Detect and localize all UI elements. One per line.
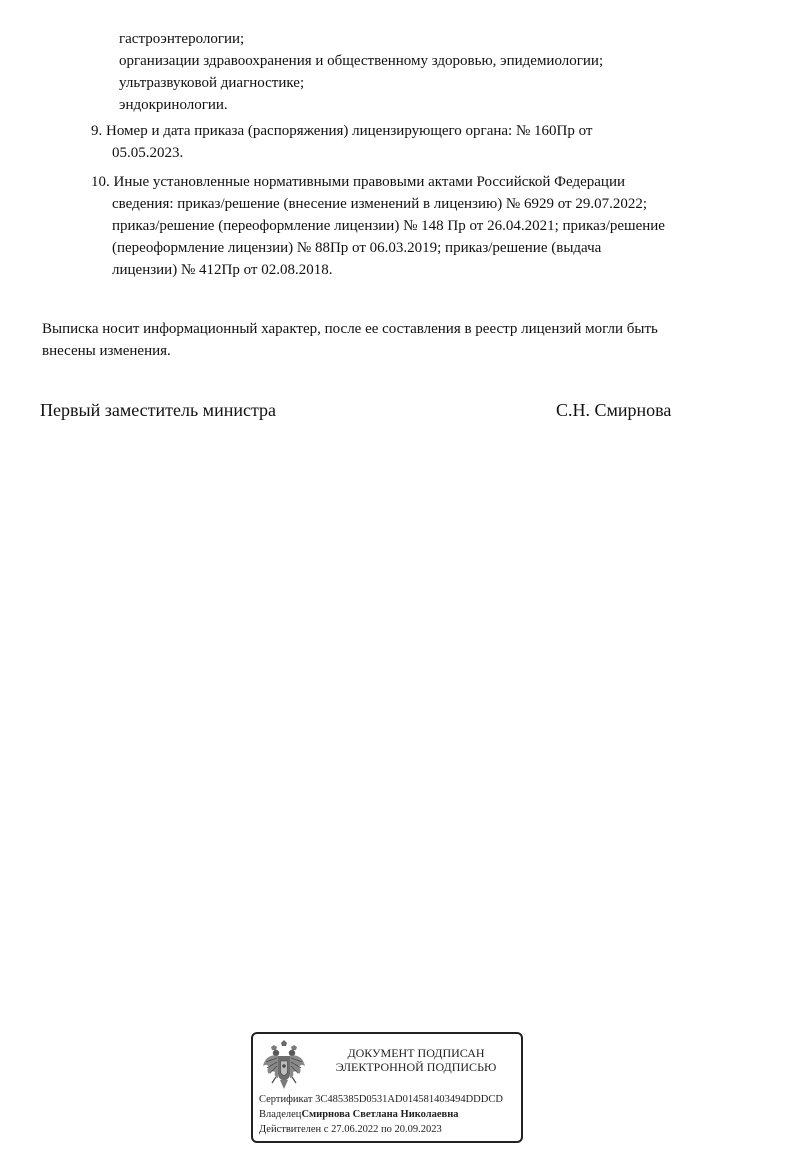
item-10-line-4: (переоформление лицензии) № 88Пр от 06.03.2019; приказ/решение (выдача [112, 240, 602, 256]
signatory-name: С.Н. Смирнова [556, 400, 672, 420]
owner-value: Смирнова Светлана Николаевна [301, 1109, 459, 1120]
stamp-title-line-2: ЭЛЕКТРОННОЙ ПОДПИСЬЮ [335, 1060, 497, 1074]
item-9-line-2: 05.05.2023. [112, 145, 184, 161]
note-line-1: Выписка носит информационный характер, после ее составления в реестр лицензий могли быть [42, 321, 658, 337]
stamp-title-line-1: ДОКУМЕНТ ПОДПИСАН [347, 1046, 485, 1060]
specialty-item: гастроэнтерологии; [119, 31, 245, 47]
owner-label: Владелец [259, 1109, 302, 1120]
specialty-item: организации здравоохранения и общественному здоровью, эпидемиологии; [119, 53, 604, 69]
electronic-signature-stamp [251, 1032, 523, 1143]
certificate-label: Сертификат [259, 1094, 313, 1105]
specialty-item: эндокринологии. [119, 97, 228, 113]
item-9-line-1: 9. Номер и дата приказа (распоряжения) лицензирующего органа: № 160Пр от [91, 123, 593, 139]
item-10-line-1: 10. Иные установленные нормативными правовыми актами Российской Федерации [91, 174, 626, 190]
russian-coat-of-arms-icon [262, 1040, 306, 1090]
item-10-line-2: сведения: приказ/решение (внесение изменений в лицензию) № 6929 от 29.07.2022; [112, 196, 648, 212]
specialty-item: ультразвуковой диагностике; [119, 75, 305, 91]
signatory-position: Первый заместитель министра [40, 400, 277, 420]
stamp-owner [259, 1108, 459, 1121]
stamp-validity: Действителен с 27.06.2022 по 20.09.2023 [259, 1124, 442, 1135]
stamp-certificate [259, 1093, 503, 1106]
item-10-line-3: приказ/решение (переоформление лицензии) № 148 Пр от 26.04.2021; приказ/решение [112, 218, 665, 234]
certificate-value: 3C485385D0531AD014581403494DDDCD [315, 1094, 503, 1105]
item-10-line-5: лицензии) № 412Пр от 02.08.2018. [112, 262, 333, 278]
note-line-2: внесены изменения. [42, 343, 171, 359]
